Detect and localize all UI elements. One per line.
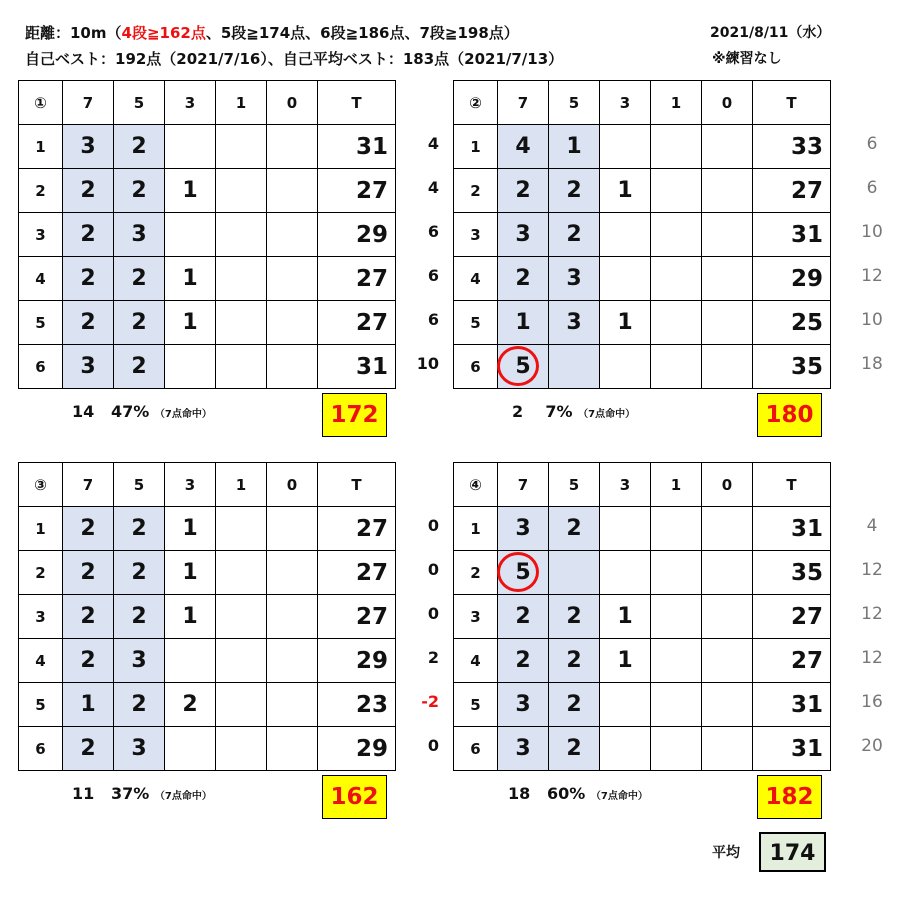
- count-7: 2: [63, 213, 114, 257]
- count-1: [651, 169, 702, 213]
- end-number: 4: [454, 639, 498, 683]
- table-row: [19, 639, 396, 683]
- extra-value: 10: [861, 310, 883, 330]
- col-header-3: 3: [600, 463, 651, 507]
- end-total: 31: [753, 683, 831, 727]
- hit-rate-note: （7点命中）: [578, 409, 636, 420]
- end-number: 4: [454, 257, 498, 301]
- count-5: 2: [114, 507, 165, 551]
- col-header-7: 7: [63, 81, 114, 125]
- count-0: [702, 639, 753, 683]
- col-header-total: T: [753, 81, 831, 125]
- count-5: 2: [114, 345, 165, 389]
- count-7: 3: [498, 213, 549, 257]
- count-3: [600, 125, 651, 169]
- count-0: [702, 301, 753, 345]
- hit-rate: 47%: [110, 402, 150, 421]
- round-total: 182: [757, 775, 822, 819]
- count-0: [267, 727, 318, 771]
- count-5: 3: [114, 213, 165, 257]
- count-3: [600, 345, 651, 389]
- score-table-round-1: [18, 80, 396, 389]
- col-header-5: 5: [549, 463, 600, 507]
- distance-suffix: 、5段≧174点、6段≧186点、7段≧198点）: [205, 24, 519, 42]
- hit-rate: 60%: [546, 784, 586, 803]
- extra-value: 6: [866, 178, 878, 198]
- count-7: 1: [63, 683, 114, 727]
- count-7: 2: [498, 257, 549, 301]
- end-number: 2: [454, 169, 498, 213]
- count-1: [216, 683, 267, 727]
- hit-stats: [512, 402, 635, 421]
- side-diff: 0: [427, 516, 439, 535]
- distance-rank-4: 4段≧162点: [121, 24, 206, 42]
- round-total: 162: [322, 775, 387, 819]
- perfect-end-circle: [497, 346, 539, 386]
- count-0: [702, 551, 753, 595]
- count-1: [651, 683, 702, 727]
- count-5: 2: [549, 595, 600, 639]
- hit-rate-note: （7点命中）: [154, 791, 212, 802]
- hit-count: 2: [512, 402, 524, 421]
- count-7: 3: [63, 125, 114, 169]
- end-number: 1: [454, 507, 498, 551]
- count-7: 2: [498, 169, 549, 213]
- table-row: [454, 639, 831, 683]
- count-0: [267, 507, 318, 551]
- hit-count: 11: [72, 784, 95, 803]
- table-row: [19, 683, 396, 727]
- round-label: ③: [19, 463, 63, 507]
- extra-value: 6: [866, 134, 878, 154]
- count-0: [702, 595, 753, 639]
- distance-line: [25, 22, 519, 43]
- count-1: [651, 257, 702, 301]
- side-diff: 4: [427, 178, 439, 197]
- count-0: [267, 213, 318, 257]
- count-5: 2: [114, 595, 165, 639]
- col-header-5: 5: [549, 81, 600, 125]
- count-1: [216, 213, 267, 257]
- count-5: 2: [114, 683, 165, 727]
- col-header-3: 3: [165, 81, 216, 125]
- average-label: 平均: [712, 845, 740, 861]
- count-7: 2: [63, 301, 114, 345]
- count-3: [165, 345, 216, 389]
- end-total: 31: [753, 727, 831, 771]
- end-number: 3: [454, 595, 498, 639]
- hit-rate: 37%: [110, 784, 150, 803]
- table-row: [19, 507, 396, 551]
- count-7: 3: [498, 507, 549, 551]
- col-header-0: 0: [702, 81, 753, 125]
- extra-value: 12: [861, 266, 883, 286]
- count-5: [549, 551, 600, 595]
- count-7: 2: [498, 595, 549, 639]
- count-0: [267, 639, 318, 683]
- end-total: 29: [318, 213, 396, 257]
- table-row: [454, 125, 831, 169]
- end-total: 29: [753, 257, 831, 301]
- end-number: 6: [19, 345, 63, 389]
- table-row: [454, 169, 831, 213]
- col-header-1: 1: [651, 81, 702, 125]
- col-header-1: 1: [216, 81, 267, 125]
- count-1: [216, 125, 267, 169]
- side-diff: -2: [421, 692, 439, 711]
- side-diff: 0: [427, 736, 439, 755]
- count-0: [267, 125, 318, 169]
- count-0: [267, 169, 318, 213]
- count-1: [651, 345, 702, 389]
- end-total: 27: [318, 551, 396, 595]
- table-row: [454, 213, 831, 257]
- col-header-total: T: [753, 463, 831, 507]
- count-7: 3: [498, 683, 549, 727]
- count-5: 3: [114, 639, 165, 683]
- count-5: 1: [549, 125, 600, 169]
- col-header-total: T: [318, 463, 396, 507]
- end-number: 2: [19, 551, 63, 595]
- count-7: 5: [498, 345, 549, 389]
- end-number: 5: [19, 683, 63, 727]
- count-3: [600, 257, 651, 301]
- count-3: [600, 727, 651, 771]
- side-diff: 6: [427, 310, 439, 329]
- table-row: [19, 213, 396, 257]
- count-0: [702, 257, 753, 301]
- end-number: 2: [454, 551, 498, 595]
- side-diff: 6: [427, 266, 439, 285]
- count-3: [165, 213, 216, 257]
- side-diff: 0: [427, 560, 439, 579]
- end-number: 4: [19, 639, 63, 683]
- table-row: [454, 727, 831, 771]
- count-5: 2: [549, 727, 600, 771]
- col-header-0: 0: [267, 463, 318, 507]
- count-7: 2: [63, 551, 114, 595]
- count-0: [267, 301, 318, 345]
- score-table-round-3: [18, 462, 396, 771]
- count-0: [702, 169, 753, 213]
- count-0: [267, 551, 318, 595]
- extra-value: 12: [861, 604, 883, 624]
- count-3: [165, 125, 216, 169]
- count-0: [702, 507, 753, 551]
- count-7: 2: [63, 727, 114, 771]
- table-row: [454, 595, 831, 639]
- count-7: 1: [498, 301, 549, 345]
- round-label: ④: [454, 463, 498, 507]
- count-3: [600, 213, 651, 257]
- count-7: 4: [498, 125, 549, 169]
- count-1: [651, 639, 702, 683]
- end-total: 27: [753, 169, 831, 213]
- count-0: [702, 727, 753, 771]
- side-diff: 2: [427, 648, 439, 667]
- hit-count: 18: [508, 784, 531, 803]
- hit-stats: [72, 402, 212, 421]
- end-number: 4: [19, 257, 63, 301]
- count-3: [165, 727, 216, 771]
- table-row: [19, 301, 396, 345]
- round-total: 172: [322, 393, 387, 437]
- end-number: 3: [19, 595, 63, 639]
- table-row: [454, 683, 831, 727]
- table-row: [454, 301, 831, 345]
- count-7: 2: [498, 639, 549, 683]
- count-1: [216, 301, 267, 345]
- col-header-1: 1: [651, 463, 702, 507]
- hit-count: 14: [72, 402, 95, 421]
- table-row: [19, 125, 396, 169]
- end-total: 27: [318, 301, 396, 345]
- col-header-7: 7: [498, 81, 549, 125]
- col-header-3: 3: [600, 81, 651, 125]
- extra-value: 12: [861, 648, 883, 668]
- count-0: [267, 595, 318, 639]
- extra-value: 20: [861, 736, 883, 756]
- date: 2021/8/11（水）: [710, 25, 831, 41]
- extra-value: 4: [866, 516, 878, 536]
- table-row: [19, 551, 396, 595]
- hit-stats: [508, 784, 648, 803]
- count-7: 2: [63, 507, 114, 551]
- count-0: [702, 213, 753, 257]
- end-number: 3: [454, 213, 498, 257]
- count-3: [165, 639, 216, 683]
- count-3: 1: [165, 551, 216, 595]
- end-total: 29: [318, 727, 396, 771]
- perfect-end-circle: [497, 552, 539, 592]
- count-1: [651, 551, 702, 595]
- side-diff: 10: [416, 354, 439, 373]
- col-header-3: 3: [165, 463, 216, 507]
- count-7: 2: [63, 595, 114, 639]
- table-row: [19, 595, 396, 639]
- end-total: 31: [318, 345, 396, 389]
- extra-value: 18: [861, 354, 883, 374]
- end-number: 1: [454, 125, 498, 169]
- end-total: 25: [753, 301, 831, 345]
- table-row: [454, 257, 831, 301]
- count-3: 1: [600, 639, 651, 683]
- count-0: [702, 125, 753, 169]
- end-total: 31: [753, 507, 831, 551]
- end-number: 1: [19, 507, 63, 551]
- count-5: 2: [549, 639, 600, 683]
- col-header-total: T: [318, 81, 396, 125]
- extra-value: 16: [861, 692, 883, 712]
- end-total: 29: [318, 639, 396, 683]
- count-0: [702, 345, 753, 389]
- count-3: [600, 507, 651, 551]
- count-5: 3: [549, 257, 600, 301]
- count-3: 1: [600, 301, 651, 345]
- round-label: ①: [19, 81, 63, 125]
- end-total: 27: [318, 595, 396, 639]
- count-1: [216, 507, 267, 551]
- count-1: [651, 213, 702, 257]
- end-total: 35: [753, 551, 831, 595]
- count-3: [600, 551, 651, 595]
- count-7: 2: [63, 639, 114, 683]
- side-diff: 4: [427, 134, 439, 153]
- table-row: [19, 345, 396, 389]
- count-5: [549, 345, 600, 389]
- end-total: 27: [318, 169, 396, 213]
- average-value: 174: [759, 832, 826, 872]
- table-row: [19, 257, 396, 301]
- practice-note: ※練習なし: [712, 51, 782, 67]
- end-number: 2: [19, 169, 63, 213]
- end-total: 27: [753, 639, 831, 683]
- hit-rate-note: （7点命中）: [154, 409, 212, 420]
- end-number: 5: [454, 301, 498, 345]
- end-total: 27: [318, 257, 396, 301]
- col-header-0: 0: [702, 463, 753, 507]
- table-row: [19, 169, 396, 213]
- count-3: 1: [165, 507, 216, 551]
- hit-rate-note: （7点命中）: [590, 791, 648, 802]
- col-header-7: 7: [63, 463, 114, 507]
- count-1: [216, 551, 267, 595]
- col-header-1: 1: [216, 463, 267, 507]
- count-3: 1: [600, 169, 651, 213]
- round-total: 180: [757, 393, 822, 437]
- end-number: 1: [19, 125, 63, 169]
- col-header-0: 0: [267, 81, 318, 125]
- end-total: 31: [318, 125, 396, 169]
- round-label: ②: [454, 81, 498, 125]
- count-1: [216, 727, 267, 771]
- count-7: 2: [63, 169, 114, 213]
- count-5: 2: [549, 507, 600, 551]
- end-total: 27: [753, 595, 831, 639]
- count-3: 1: [165, 301, 216, 345]
- col-header-7: 7: [498, 463, 549, 507]
- count-0: [267, 257, 318, 301]
- count-5: 2: [114, 257, 165, 301]
- col-header-5: 5: [114, 463, 165, 507]
- side-diff: 0: [427, 604, 439, 623]
- count-0: [702, 683, 753, 727]
- hit-rate: 7%: [545, 402, 573, 421]
- count-7: 3: [63, 345, 114, 389]
- count-5: 2: [114, 551, 165, 595]
- side-diff: 6: [427, 222, 439, 241]
- count-5: 2: [549, 169, 600, 213]
- end-number: 5: [454, 683, 498, 727]
- table-row: [454, 507, 831, 551]
- end-number: 6: [19, 727, 63, 771]
- count-1: [651, 301, 702, 345]
- extra-value: 12: [861, 560, 883, 580]
- count-0: [267, 345, 318, 389]
- count-5: 2: [114, 169, 165, 213]
- distance-prefix: 距離：10m（: [25, 24, 122, 42]
- count-3: 1: [165, 257, 216, 301]
- count-1: [651, 595, 702, 639]
- hit-stats: [72, 784, 212, 803]
- col-header-5: 5: [114, 81, 165, 125]
- count-5: 3: [114, 727, 165, 771]
- count-3: [600, 683, 651, 727]
- end-total: 35: [753, 345, 831, 389]
- count-1: [216, 257, 267, 301]
- count-5: 2: [549, 683, 600, 727]
- count-1: [651, 727, 702, 771]
- end-total: 33: [753, 125, 831, 169]
- extra-value: 10: [861, 222, 883, 242]
- end-total: 31: [753, 213, 831, 257]
- table-row: [19, 727, 396, 771]
- score-table-round-4: [453, 462, 831, 771]
- end-number: 5: [19, 301, 63, 345]
- count-5: 2: [114, 125, 165, 169]
- count-1: [216, 169, 267, 213]
- count-5: 2: [549, 213, 600, 257]
- count-5: 2: [114, 301, 165, 345]
- end-number: 6: [454, 345, 498, 389]
- count-1: [651, 507, 702, 551]
- count-1: [216, 345, 267, 389]
- end-number: 6: [454, 727, 498, 771]
- score-table-round-2: [453, 80, 831, 389]
- count-7: 3: [498, 727, 549, 771]
- count-1: [651, 125, 702, 169]
- count-3: 1: [600, 595, 651, 639]
- count-3: 1: [165, 595, 216, 639]
- count-1: [216, 595, 267, 639]
- personal-best-line: 自己ベスト：192点（2021/7/16）、自己平均ベスト：183点（2021/7/13）: [25, 50, 564, 68]
- end-total: 27: [318, 507, 396, 551]
- count-5: 3: [549, 301, 600, 345]
- count-1: [216, 639, 267, 683]
- count-7: 2: [63, 257, 114, 301]
- end-total: 23: [318, 683, 396, 727]
- count-7: 5: [498, 551, 549, 595]
- count-0: [267, 683, 318, 727]
- end-number: 3: [19, 213, 63, 257]
- count-3: 2: [165, 683, 216, 727]
- count-3: 1: [165, 169, 216, 213]
